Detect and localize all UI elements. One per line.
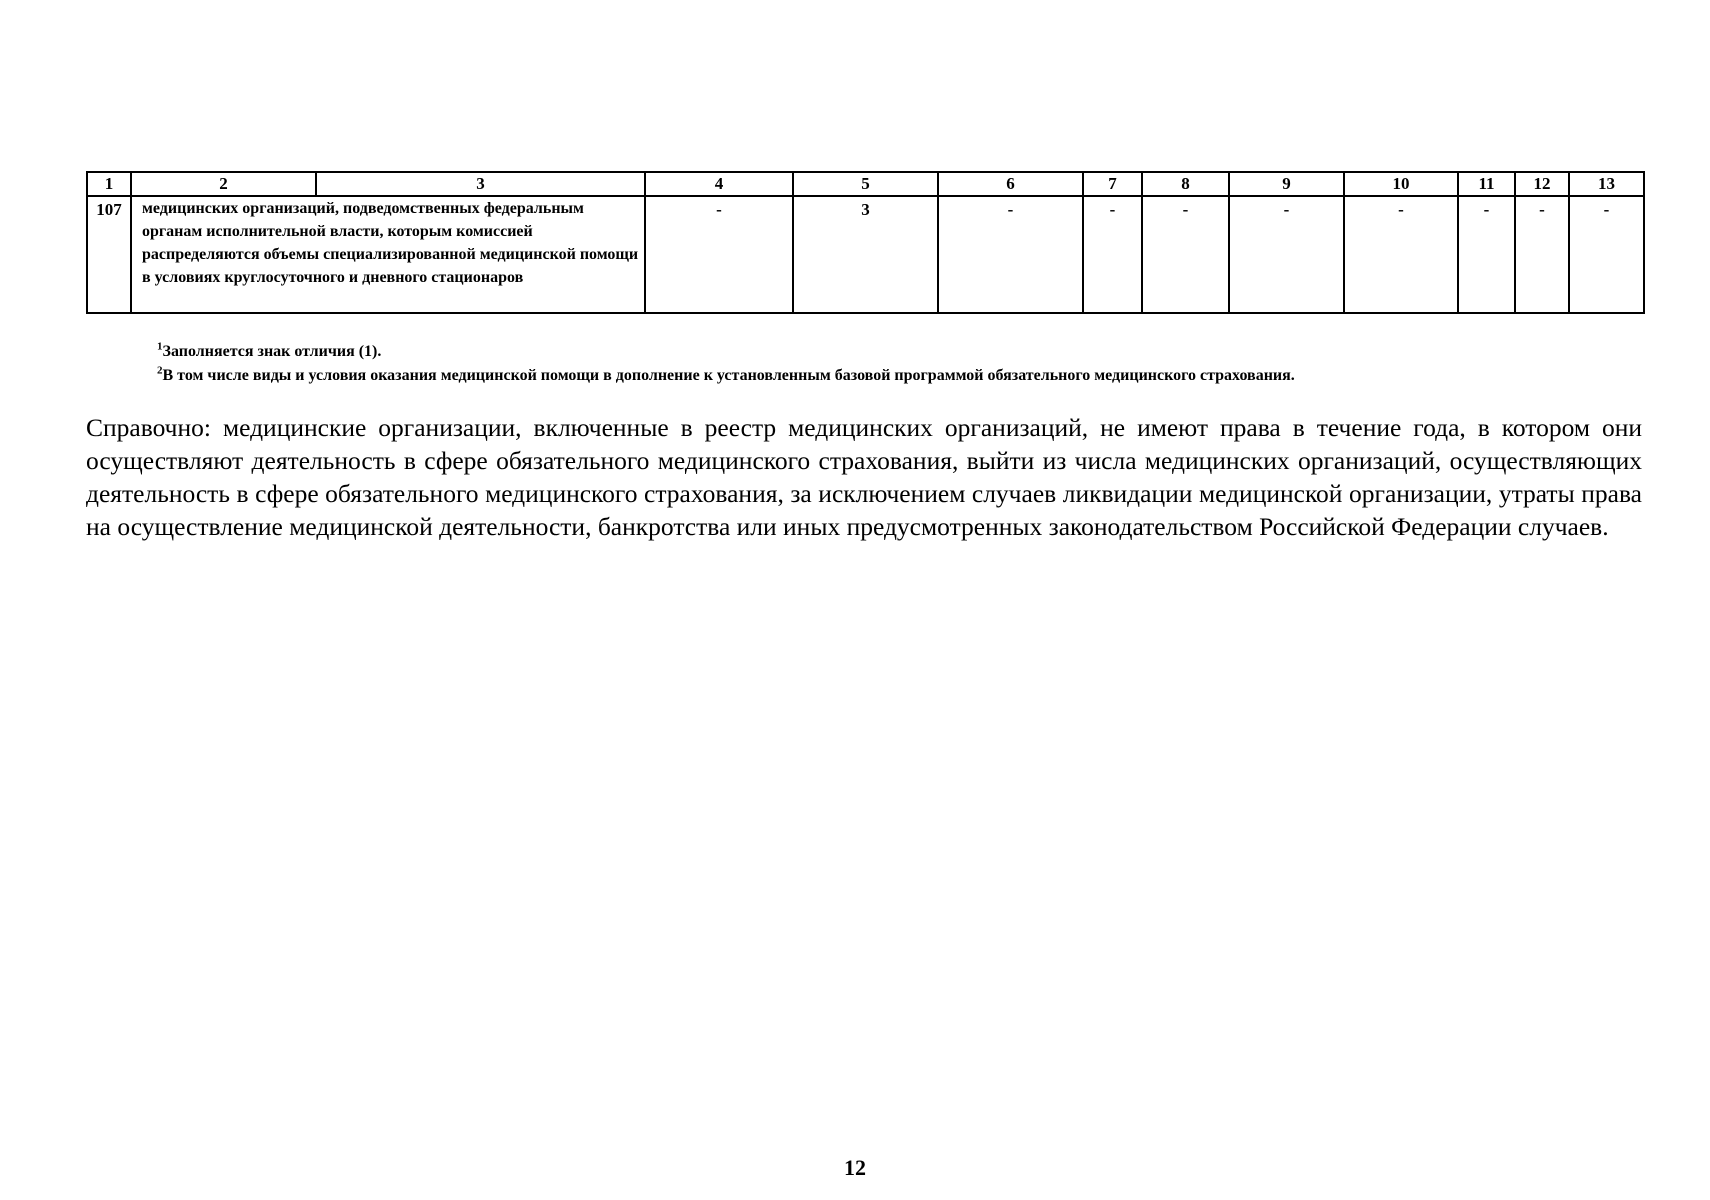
header-cell: 5	[793, 172, 938, 196]
value-cell: -	[1142, 196, 1229, 313]
header-cell: 4	[645, 172, 793, 196]
header-cell: 6	[938, 172, 1083, 196]
header-cell: 2	[131, 172, 316, 196]
table-row	[87, 196, 1644, 313]
header-cell: 9	[1229, 172, 1344, 196]
value-cell: -	[1569, 196, 1644, 313]
page-number: 12	[844, 1155, 866, 1180]
footnote	[157, 340, 1637, 364]
row-number-cell: 107	[87, 196, 131, 313]
reference-note: Справочно: медицинские организации, включенные в реестр медицинских организаций, не имеют права в течение года, в котором они осуществляют деятельность в сфере обязательного медицинского страхования, выйти из числа медицинских организаций, осуществляющих деятельность в сфере обязательного медицинского страхования, за исключением случаев ликвидации медицинской организации, утраты права на осуществление медицинской деятельности, банкротства или иных предусмотренных законодательством Российской Федерации случаев.	[86, 413, 1642, 541]
value-cell: -	[645, 196, 793, 313]
footnote-mark: 2	[157, 364, 163, 377]
header-cell: 12	[1515, 172, 1569, 196]
table-header-row	[87, 172, 1644, 196]
header-cell: 7	[1083, 172, 1142, 196]
registry-table	[86, 171, 1645, 314]
header-cell: 10	[1344, 172, 1458, 196]
value-cell: -	[1458, 196, 1515, 313]
header-cell: 3	[316, 172, 645, 196]
header-cell: 1	[87, 172, 131, 196]
value-cell: -	[938, 196, 1083, 313]
value-cell: -	[1515, 196, 1569, 313]
footnote	[157, 364, 1637, 388]
value-cell: -	[1344, 196, 1458, 313]
header-cell: 11	[1458, 172, 1515, 196]
footnote-mark: 1	[157, 340, 163, 353]
value-cell: 3	[793, 196, 938, 313]
row-description-cell: медицинских организаций, подведомственных федеральным органам исполнительной власти, которым комиссией распределяются объемы специализированной медицинской помощи в условиях круглосуточного и дневного стационаров	[131, 196, 645, 313]
footnote-text: Заполняется знак отличия (1).	[162, 343, 382, 360]
header-cell: 8	[1142, 172, 1229, 196]
value-cell: -	[1083, 196, 1142, 313]
footnotes	[157, 340, 1637, 388]
value-cell: -	[1229, 196, 1344, 313]
footnote-text: В том числе виды и условия оказания медицинской помощи в дополнение к установленным базовой программой обязательного медицинского страхования.	[162, 367, 1295, 384]
header-cell: 13	[1569, 172, 1644, 196]
